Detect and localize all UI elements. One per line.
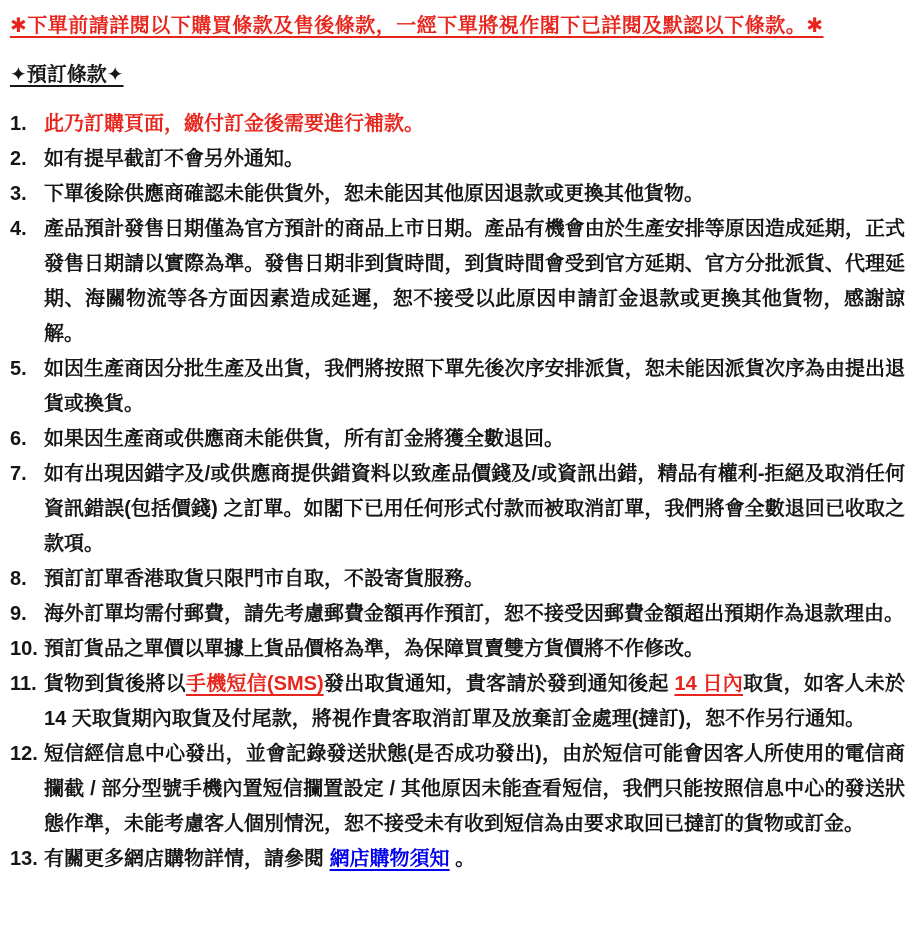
term-text: [44, 632, 905, 667]
term-segment: 如有出現因錯字及/或供應商提供錯資料以致產品價錢及/或資訊出錯，精品有權利-拒絕及取消任何資訊錯誤(包括價錢) 之訂單。如閣下已用任何形式付款而被取消訂單，我們將會全數退回已收取之款項。: [44, 463, 905, 555]
term-text: [44, 107, 905, 142]
term-text: [44, 842, 905, 877]
term-number: 8.: [10, 568, 27, 590]
term-item: [10, 597, 905, 632]
term-number: 5.: [10, 358, 27, 380]
term-text: [44, 667, 905, 737]
term-segment: 預訂訂單香港取貨只限門市自取，不設寄貨服務。: [44, 568, 484, 590]
term-text: [44, 352, 905, 422]
term-segment: 取貨，如客人未於 14 天取貨期內取貨及付尾款，將視作貴客取消訂單及放棄訂金處理(撻訂)，恕不作另行通知。: [44, 673, 905, 730]
term-segment: 貨物到貨後將以: [44, 673, 186, 695]
term-segment-highlight: 此乃訂購頁面，繳付訂金後需要進行補款。: [44, 113, 424, 135]
term-text: [44, 422, 905, 457]
term-text: [44, 212, 905, 352]
term-segment: 發出取貨通知，貴客請於發到通知後起: [323, 673, 675, 695]
term-segment: 。: [449, 848, 476, 870]
term-text: [44, 562, 905, 597]
terms-list: [10, 107, 905, 877]
term-item: [10, 142, 905, 177]
term-number: 4.: [10, 218, 27, 240]
term-text: [44, 177, 905, 212]
term-item: [10, 177, 905, 212]
term-item: [10, 842, 905, 877]
term-number: 6.: [10, 428, 27, 450]
term-number: 1.: [10, 113, 27, 135]
term-item: [10, 457, 905, 562]
term-text: [44, 142, 905, 177]
term-segment: 產品預計發售日期僅為官方預計的商品上市日期。產品有機會由於生產安排等原因造成延期，正式發售日期請以實際為準。發售日期非到貨時間，到貨時間會受到官方延期、官方分批派貨、代理延期、海關物流等各方面因素造成延遲，恕不接受以此原因申請訂金退款或更換其他貨物，感謝諒解。: [44, 218, 905, 345]
term-item: [10, 737, 905, 842]
term-number: 11.: [10, 673, 37, 695]
term-segment: 短信經信息中心發出，並會記錄發送狀態(是否成功發出)，由於短信可能會因客人所使用的電信商攔截 / 部分型號手機內置短信攔置設定 / 其他原因未能查看短信，我們只能按照信息中心的發送狀態作準，未能考慮客人個別情況，恕不接受未有收到短信為由要求取回已撻訂的貨物或訂金。: [44, 743, 905, 835]
term-number: 13.: [10, 848, 38, 870]
term-text: [44, 457, 905, 562]
term-number: 3.: [10, 183, 27, 205]
term-number: 7.: [10, 463, 27, 485]
term-item: [10, 562, 905, 597]
term-item: [10, 422, 905, 457]
term-text: [44, 597, 905, 632]
term-segment: 有關更多網店購物詳情，請參閱: [44, 848, 330, 870]
term-item: [10, 632, 905, 667]
term-number: 10.: [10, 638, 38, 660]
term-segment: 下單後除供應商確認未能供貨外，恕未能因其他原因退款或更換其他貨物。: [44, 183, 704, 205]
term-number: 2.: [10, 148, 27, 170]
term-number: 12.: [10, 743, 38, 765]
term-text: [44, 737, 905, 842]
term-item: [10, 352, 905, 422]
purchase-notice-heading: ✱下單前請詳閱以下購買條款及售後條款，一經下單將視作閣下已詳閱及默認以下條款。✱: [10, 15, 824, 37]
term-segment: 如因生產商因分批生產及出貨，我們將按照下單先後次序安排派貨，恕未能因派貨次序為由提出退貨或換貨。: [44, 358, 905, 415]
preorder-terms-heading: ✦預訂條款✦: [10, 64, 124, 86]
term-segment: 預訂貨品之單價以單據上貨品價格為準，為保障買賣雙方貨價將不作修改。: [44, 638, 704, 660]
term-item: [10, 107, 905, 142]
term-number: 9.: [10, 603, 27, 625]
term-item: [10, 667, 905, 737]
store-shopping-notice-link[interactable]: 網店購物須知: [329, 848, 450, 870]
term-segment: 如有提早截訂不會另外通知。: [44, 148, 304, 170]
term-segment: 如果因生產商或供應商未能供貨，所有訂金將獲全數退回。: [44, 428, 564, 450]
term-item: [10, 212, 905, 352]
term-segment: 海外訂單均需付郵費，請先考慮郵費金額再作預訂，恕不接受因郵費金額超出預期作為退款理由。: [44, 603, 904, 625]
term-segment-highlight: 手機短信(SMS): [185, 673, 324, 695]
term-segment-highlight: 14 日內: [674, 673, 744, 695]
